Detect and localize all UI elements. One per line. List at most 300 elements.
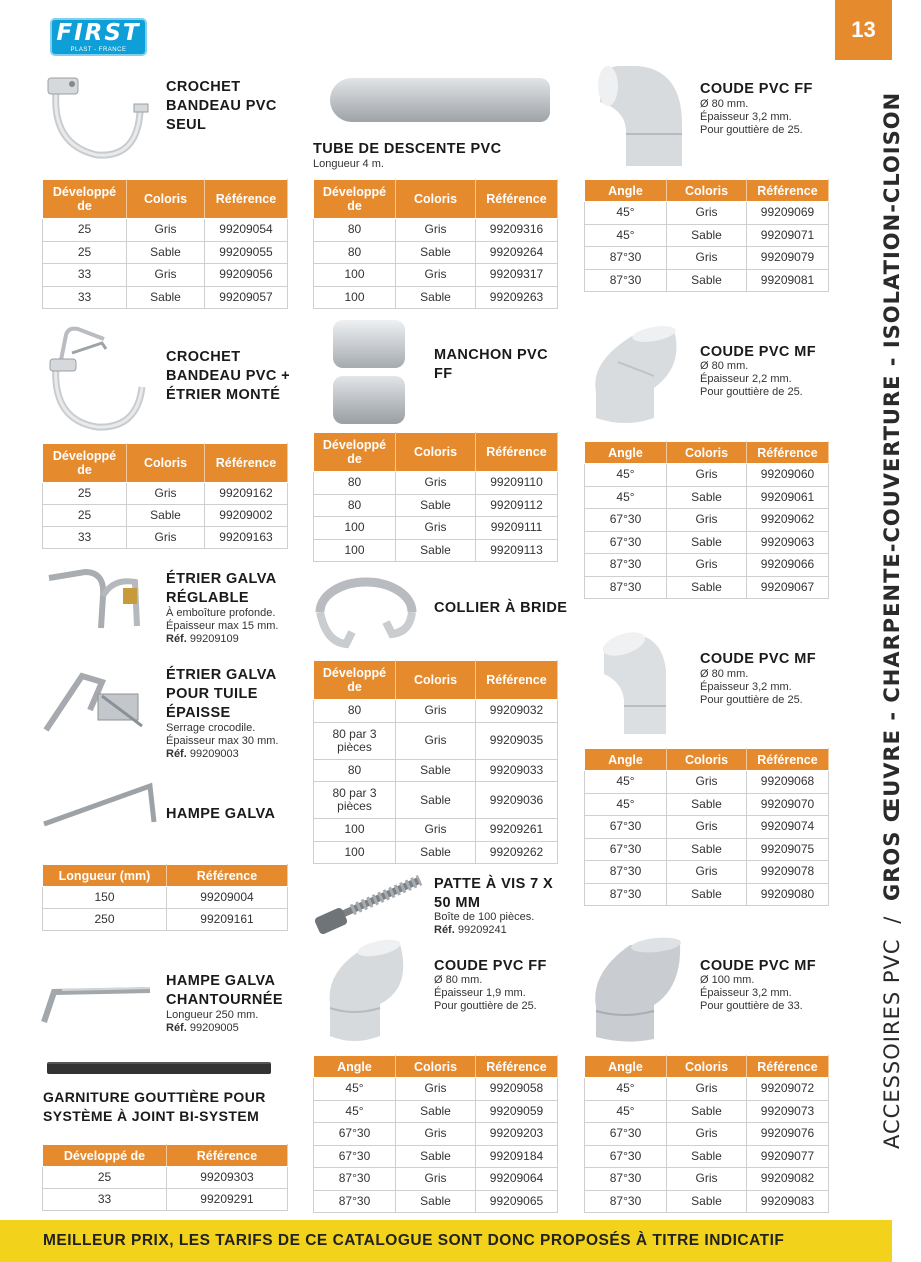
desc-line: Épaisseur max 15 mm. xyxy=(166,620,279,632)
coude-ff-19-title: COUDE PVC FF xyxy=(434,958,547,974)
tube-table xyxy=(313,179,558,309)
table-cell: Sable xyxy=(667,531,747,554)
coude-mf-32-title: COUDE PVC MF xyxy=(700,651,816,667)
ref-label: Réf. xyxy=(166,633,187,645)
table-row xyxy=(43,264,288,287)
table-cell: 25 xyxy=(43,1167,167,1189)
table-header: Référence xyxy=(205,180,288,219)
table-cell: 80 xyxy=(314,494,396,517)
manchon-title: MANCHON PVC FF xyxy=(434,347,548,382)
coude-mf-22-table xyxy=(584,441,829,599)
desc-line: Épaisseur 3,2 mm. xyxy=(700,681,792,693)
manchon-image xyxy=(333,320,405,368)
table-cell: 87°30 xyxy=(585,576,667,599)
table-row xyxy=(314,219,558,242)
ref-label: Réf. xyxy=(434,924,455,936)
table-row xyxy=(314,1078,558,1101)
table-row xyxy=(585,486,829,509)
table-cell: 45° xyxy=(585,1078,667,1101)
patte-desc xyxy=(434,911,574,937)
table-cell: 67°30 xyxy=(585,509,667,532)
table-cell: Gris xyxy=(127,527,205,549)
table-cell: 99209184 xyxy=(476,1145,558,1168)
table-cell: 99209059 xyxy=(476,1100,558,1123)
table-cell: 99209072 xyxy=(747,1078,829,1101)
table-cell: Gris xyxy=(667,554,747,577)
desc-line: Pour gouttière de 25. xyxy=(700,124,803,136)
desc-line: Ø 80 mm. xyxy=(700,668,749,680)
table-row xyxy=(43,241,288,264)
table-cell: Sable xyxy=(396,286,476,309)
table-cell: 45° xyxy=(585,224,667,247)
table-cell: 67°30 xyxy=(585,1123,667,1146)
table-row xyxy=(314,782,558,819)
table-cell: Gris xyxy=(396,517,476,540)
ref-line xyxy=(434,924,574,937)
table-header: Référence xyxy=(747,1056,829,1078)
hampe-galva-image xyxy=(42,782,157,832)
table-cell: 99209069 xyxy=(747,202,829,225)
table-cell: 100 xyxy=(314,841,396,864)
table-cell: 80 xyxy=(314,700,396,723)
table-cell: 99209065 xyxy=(476,1190,558,1213)
table-cell: 99209316 xyxy=(476,219,558,242)
table-cell: 99209070 xyxy=(747,793,829,816)
table-cell: Gris xyxy=(396,819,476,842)
table-cell: 99209063 xyxy=(747,531,829,554)
desc-line: À emboîture profonde. xyxy=(166,607,276,619)
table-cell: 99209080 xyxy=(747,883,829,906)
table-row xyxy=(585,576,829,599)
crochet-seul-table xyxy=(42,179,288,309)
table-cell: 99209036 xyxy=(476,782,558,819)
coude-ff-19-image xyxy=(318,938,413,1046)
table-cell: 100 xyxy=(314,517,396,540)
table-row xyxy=(43,909,288,931)
coude-mf-32-table xyxy=(584,748,829,906)
table-cell: Gris xyxy=(667,861,747,884)
garniture-title: GARNITURE GOUTTIÈRE POUR SYSTÈME À JOINT BI-SYSTEM xyxy=(43,1089,266,1124)
table-cell: 99209071 xyxy=(747,224,829,247)
table-cell: Gris xyxy=(396,700,476,723)
table-cell: 99209261 xyxy=(476,819,558,842)
table-row xyxy=(314,1123,558,1146)
hampe-title: HAMPE GALVA xyxy=(166,806,276,822)
desc-line: Ø 80 mm. xyxy=(700,360,749,372)
etrier-reglable-title: ÉTRIER GALVA RÉGLABLE xyxy=(166,571,277,606)
table-cell: 99209055 xyxy=(205,241,288,264)
table-cell: 99209068 xyxy=(747,771,829,794)
table-header: Coloris xyxy=(396,433,476,472)
table-header: Coloris xyxy=(667,1056,747,1078)
table-cell: Sable xyxy=(667,838,747,861)
hampe-chant-title: HAMPE GALVA CHANTOURNÉE xyxy=(166,973,283,1008)
desc-line: Épaisseur 3,2 mm. xyxy=(700,987,792,999)
table-cell: Gris xyxy=(667,509,747,532)
ref-line xyxy=(166,633,306,646)
desc-line: Ø 80 mm. xyxy=(700,98,749,110)
page-number: 13 xyxy=(835,0,892,60)
desc-line: Ø 100 mm. xyxy=(700,974,755,986)
table-header: Référence xyxy=(167,865,288,887)
hampe-chant-desc xyxy=(166,1009,306,1035)
table-cell: 150 xyxy=(43,887,167,909)
table-cell: 87°30 xyxy=(585,1190,667,1213)
table-cell: 45° xyxy=(585,1100,667,1123)
table-header: Référence xyxy=(476,433,558,472)
section-sidebar xyxy=(834,68,904,1178)
table-cell: 87°30 xyxy=(585,247,667,270)
table-row xyxy=(585,224,829,247)
etrier-reglable-image xyxy=(45,568,155,638)
table-cell: 99209032 xyxy=(476,700,558,723)
table-cell: 99209111 xyxy=(476,517,558,540)
table-cell: 99209081 xyxy=(747,269,829,292)
table-cell: 25 xyxy=(43,241,127,264)
coude-mf-22-title: COUDE PVC MF xyxy=(700,344,816,360)
table-cell: Sable xyxy=(396,1145,476,1168)
table-cell: 99209061 xyxy=(747,486,829,509)
table-row xyxy=(43,483,288,505)
coude-ff-32-title: COUDE PVC FF xyxy=(700,81,813,97)
table-row xyxy=(314,722,558,759)
table-cell: Sable xyxy=(667,883,747,906)
coude-mf-32-desc xyxy=(700,668,830,707)
table-cell: 99209264 xyxy=(476,241,558,264)
table-cell: 87°30 xyxy=(314,1168,396,1191)
table-row xyxy=(43,1189,288,1211)
table-row xyxy=(585,1190,829,1213)
table-cell: 87°30 xyxy=(585,1168,667,1191)
coude-mf-22-desc xyxy=(700,360,830,399)
table-cell: Sable xyxy=(396,1190,476,1213)
coude-ff-32-image xyxy=(590,62,690,170)
table-cell: 100 xyxy=(314,819,396,842)
table-cell: 45° xyxy=(314,1078,396,1101)
desc-line: Épaisseur max 30 mm. xyxy=(166,735,279,747)
table-cell: Gris xyxy=(396,219,476,242)
table-row xyxy=(43,286,288,309)
table-cell: Sable xyxy=(396,494,476,517)
table-cell: Gris xyxy=(127,219,205,242)
table-cell: Sable xyxy=(667,576,747,599)
table-row xyxy=(585,861,829,884)
table-header: Angle xyxy=(585,180,667,202)
table-row xyxy=(314,517,558,540)
table-cell: 99209035 xyxy=(476,722,558,759)
table-header: Coloris xyxy=(127,180,205,219)
desc-line: Épaisseur 1,9 mm. xyxy=(434,987,526,999)
ref-label: Réf. xyxy=(166,1022,187,1034)
table-cell: 67°30 xyxy=(314,1145,396,1168)
collier-title: COLLIER À BRIDE xyxy=(434,600,568,616)
table-row xyxy=(585,464,829,487)
table-header: Développé de xyxy=(43,1145,167,1167)
table-row xyxy=(314,1100,558,1123)
table-cell: 33 xyxy=(43,264,127,287)
table-cell: 99209057 xyxy=(205,286,288,309)
coude-ff-19-table xyxy=(313,1055,558,1213)
desc-line: Ø 80 mm. xyxy=(434,974,483,986)
table-cell: 80 xyxy=(314,219,396,242)
table-row xyxy=(43,219,288,242)
table-row xyxy=(585,247,829,270)
table-cell: Gris xyxy=(396,264,476,287)
table-cell: Gris xyxy=(667,1123,747,1146)
table-cell: Sable xyxy=(127,241,205,264)
hampe-chantournee-image xyxy=(42,982,157,1027)
table-cell: 45° xyxy=(585,486,667,509)
table-cell: Gris xyxy=(396,1078,476,1101)
table-cell: 87°30 xyxy=(585,554,667,577)
table-cell: 99209064 xyxy=(476,1168,558,1191)
table-cell: Gris xyxy=(396,472,476,495)
table-cell: 99209067 xyxy=(747,576,829,599)
table-cell: 99209083 xyxy=(747,1190,829,1213)
table-header: Coloris xyxy=(396,180,476,219)
hampe-table xyxy=(42,864,288,931)
table-cell: 99209077 xyxy=(747,1145,829,1168)
table-cell: 45° xyxy=(585,793,667,816)
table-row xyxy=(314,241,558,264)
table-cell: 99209263 xyxy=(476,286,558,309)
table-header: Coloris xyxy=(667,749,747,771)
table-cell: 99209060 xyxy=(747,464,829,487)
table-cell: Gris xyxy=(667,1168,747,1191)
etrier-tuile-title: ÉTRIER GALVA POUR TUILE ÉPAISSE xyxy=(166,667,277,721)
table-cell: Sable xyxy=(667,486,747,509)
table-cell: Sable xyxy=(127,505,205,527)
logo-subtext: PLAST - FRANCE xyxy=(70,47,127,53)
ref-label: Réf. xyxy=(166,748,187,760)
table-row xyxy=(314,472,558,495)
table-cell: 87°30 xyxy=(314,1190,396,1213)
desc-line: Pour gouttière de 33. xyxy=(700,1000,803,1012)
table-cell: Gris xyxy=(667,202,747,225)
table-header: Référence xyxy=(747,180,829,202)
table-header: Coloris xyxy=(667,442,747,464)
table-cell: Sable xyxy=(396,759,476,782)
table-cell: Sable xyxy=(667,224,747,247)
table-row xyxy=(585,269,829,292)
table-row xyxy=(585,1078,829,1101)
table-cell: 67°30 xyxy=(314,1123,396,1146)
table-cell: Sable xyxy=(396,1100,476,1123)
table-cell: Gris xyxy=(667,247,747,270)
first-plast-logo xyxy=(50,18,147,56)
desc-line: Pour gouttière de 25. xyxy=(434,1000,537,1012)
table-cell: Sable xyxy=(667,1145,747,1168)
coude-mf-100-table xyxy=(584,1055,829,1213)
table-row xyxy=(314,494,558,517)
table-cell: 250 xyxy=(43,909,167,931)
coude-mf-100-title: COUDE PVC MF xyxy=(700,958,816,974)
desc-line: Pour gouttière de 25. xyxy=(700,694,803,706)
footer-disclaimer: MEILLEUR PRIX, LES TARIFS DE CE CATALOGUE SONT DONC PROPOSÉS À TITRE INDICATIF xyxy=(0,1220,892,1262)
table-header: Développé de xyxy=(314,433,396,472)
logo-text: FIRST xyxy=(56,20,141,46)
table-header: Coloris xyxy=(396,661,476,700)
sidebar-category: ACCESSOIRES PVC xyxy=(880,938,904,1149)
tube-title: TUBE DE DESCENTE PVC xyxy=(313,141,502,157)
table-row xyxy=(585,793,829,816)
table-cell: 99209074 xyxy=(747,816,829,839)
table-row xyxy=(43,1167,288,1189)
manchon-cut-image xyxy=(333,376,405,424)
table-row xyxy=(314,1145,558,1168)
table-cell: 67°30 xyxy=(585,1145,667,1168)
table-cell: 99209303 xyxy=(167,1167,288,1189)
table-row xyxy=(314,264,558,287)
table-cell: 100 xyxy=(314,286,396,309)
table-cell: 45° xyxy=(585,464,667,487)
ref-value: 99209241 xyxy=(457,924,507,936)
table-header: Référence xyxy=(747,442,829,464)
table-header: Angle xyxy=(314,1056,396,1078)
table-cell: Gris xyxy=(667,464,747,487)
table-cell: 99209076 xyxy=(747,1123,829,1146)
ref-line xyxy=(166,748,306,761)
table-cell: Sable xyxy=(667,1190,747,1213)
table-row xyxy=(585,554,829,577)
table-cell: 99209082 xyxy=(747,1168,829,1191)
table-cell: Sable xyxy=(667,1100,747,1123)
table-cell: 67°30 xyxy=(585,531,667,554)
table-row xyxy=(314,841,558,864)
garniture-image xyxy=(47,1062,271,1074)
coude-ff-32-table xyxy=(584,179,829,292)
table-cell: 99209066 xyxy=(747,554,829,577)
sidebar-separator: / xyxy=(880,915,904,924)
table-row xyxy=(314,286,558,309)
table-header: Coloris xyxy=(667,180,747,202)
table-header: Longueur (mm) xyxy=(43,865,167,887)
table-header: Référence xyxy=(747,749,829,771)
coude-mf-32-image xyxy=(592,630,682,740)
patte-vis-image xyxy=(312,872,427,934)
coude-ff-32-desc xyxy=(700,98,830,137)
ref-value: 99209003 xyxy=(189,748,239,760)
manchon-table xyxy=(313,432,558,562)
table-header: Référence xyxy=(476,1056,558,1078)
table-cell: 67°30 xyxy=(585,816,667,839)
table-row xyxy=(585,1123,829,1146)
ref-value: 99209005 xyxy=(189,1022,239,1034)
table-row xyxy=(585,531,829,554)
etrier-tuile-desc xyxy=(166,722,306,761)
table-header: Angle xyxy=(585,442,667,464)
table-cell: 80 xyxy=(314,472,396,495)
table-cell: Sable xyxy=(396,241,476,264)
table-cell: 99209062 xyxy=(747,509,829,532)
table-cell: 25 xyxy=(43,219,127,242)
coude-mf-100-image xyxy=(588,937,688,1045)
ref-line xyxy=(166,1022,306,1035)
table-cell: 99209004 xyxy=(167,887,288,909)
table-cell: 80 xyxy=(314,241,396,264)
table-cell: 99209078 xyxy=(747,861,829,884)
table-cell: Sable xyxy=(667,269,747,292)
table-cell: 100 xyxy=(314,539,396,562)
table-cell: Sable xyxy=(396,539,476,562)
table-cell: 99209291 xyxy=(167,1189,288,1211)
etrier-tuile-image xyxy=(42,670,157,740)
crochet-seul-title: CROCHET BANDEAU PVC SEUL xyxy=(166,79,277,133)
table-cell: Gris xyxy=(127,264,205,287)
table-header: Développé de xyxy=(43,180,127,219)
sidebar-section: GROS ŒUVRE - CHARPENTE-COUVERTURE - ISOLATION-CLOISON xyxy=(880,91,904,901)
table-cell: 45° xyxy=(585,771,667,794)
table-cell: 80 par 3 pièces xyxy=(314,722,396,759)
table-row xyxy=(585,1168,829,1191)
table-cell: 99209161 xyxy=(167,909,288,931)
table-cell: Sable xyxy=(127,286,205,309)
garniture-table xyxy=(42,1144,288,1211)
table-cell: Sable xyxy=(396,841,476,864)
table-header: Référence xyxy=(205,444,288,483)
coude-mf-100-desc xyxy=(700,974,830,1013)
desc-line: Épaisseur 2,2 mm. xyxy=(700,373,792,385)
table-cell: 99209075 xyxy=(747,838,829,861)
table-row xyxy=(314,700,558,723)
table-row xyxy=(585,509,829,532)
table-cell: 99209163 xyxy=(205,527,288,549)
crochet-bandeau-image xyxy=(42,70,157,165)
table-header: Développé de xyxy=(43,444,127,483)
table-cell: 25 xyxy=(43,483,127,505)
desc-line: Longueur 250 mm. xyxy=(166,1009,259,1021)
table-cell: Gris xyxy=(667,1078,747,1101)
table-cell: 99209262 xyxy=(476,841,558,864)
table-cell: 80 par 3 pièces xyxy=(314,782,396,819)
table-cell: 99209113 xyxy=(476,539,558,562)
table-cell: 99209079 xyxy=(747,247,829,270)
coude-mf-22-image xyxy=(588,322,688,430)
table-cell: 99209058 xyxy=(476,1078,558,1101)
table-cell: Gris xyxy=(667,771,747,794)
table-row xyxy=(43,505,288,527)
table-row xyxy=(585,771,829,794)
table-row xyxy=(585,838,829,861)
table-header: Référence xyxy=(476,180,558,219)
table-header: Développé de xyxy=(314,180,396,219)
table-cell: 25 xyxy=(43,505,127,527)
patte-title: PATTE À VIS 7 X 50 MM xyxy=(434,876,554,911)
table-row xyxy=(314,1190,558,1213)
table-cell: Sable xyxy=(396,782,476,819)
table-cell: 99209112 xyxy=(476,494,558,517)
table-cell: Gris xyxy=(667,816,747,839)
desc-line: Épaisseur 3,2 mm. xyxy=(700,111,792,123)
table-row xyxy=(585,202,829,225)
table-cell: 87°30 xyxy=(585,883,667,906)
table-cell: 99209002 xyxy=(205,505,288,527)
table-header: Référence xyxy=(167,1145,288,1167)
collier-image xyxy=(312,572,422,652)
table-row xyxy=(314,819,558,842)
table-cell: 45° xyxy=(314,1100,396,1123)
table-cell: 67°30 xyxy=(585,838,667,861)
table-row xyxy=(585,816,829,839)
etrier-reglable-desc xyxy=(166,607,306,646)
table-row xyxy=(43,887,288,909)
table-cell: 99209073 xyxy=(747,1100,829,1123)
desc-line: Boîte de 100 pièces. xyxy=(434,911,535,923)
table-cell: 99209110 xyxy=(476,472,558,495)
table-cell: Sable xyxy=(667,793,747,816)
table-cell: 99209162 xyxy=(205,483,288,505)
table-cell: 45° xyxy=(585,202,667,225)
